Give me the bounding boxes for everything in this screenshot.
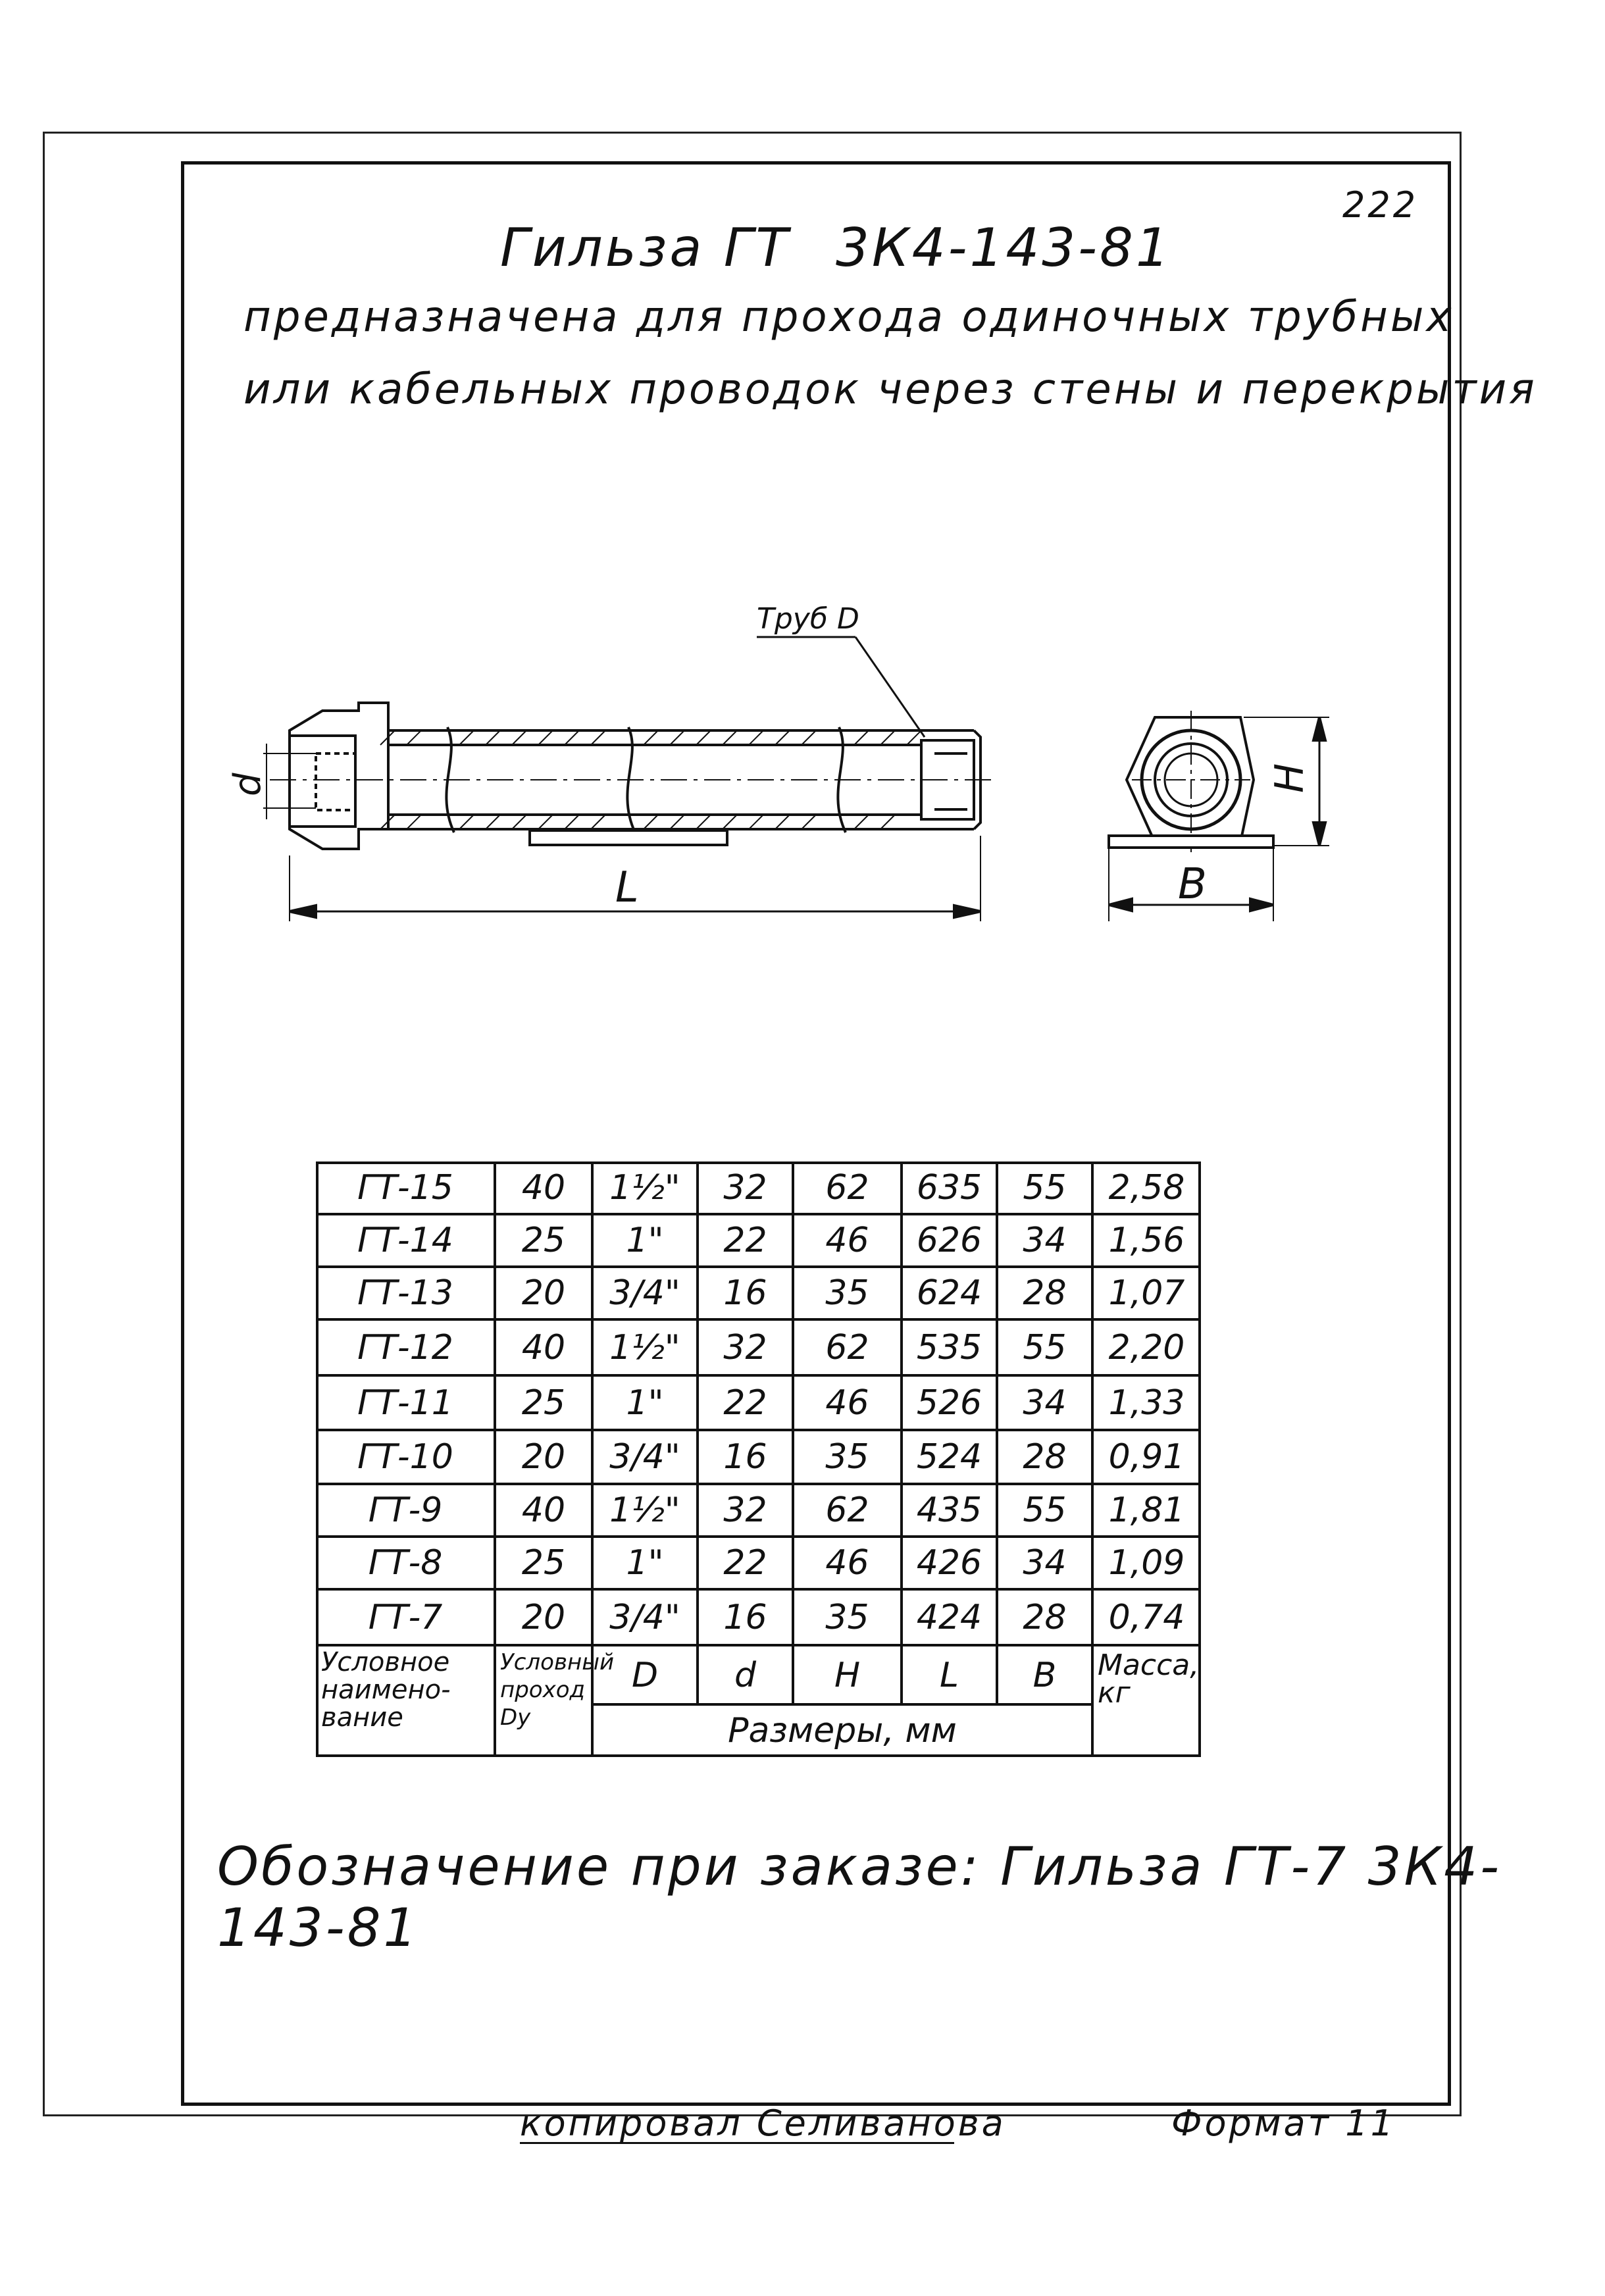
table-cell: 1½" xyxy=(609,1491,680,1530)
table-cell: 2,58 xyxy=(1108,1168,1185,1208)
page-number: 222 xyxy=(1342,184,1419,226)
table-cell: ГТ-12 xyxy=(357,1327,453,1367)
table-cell: 40 xyxy=(521,1491,566,1530)
table-cell: 20 xyxy=(521,1597,566,1637)
table-cell: 16 xyxy=(723,1597,767,1637)
table-cell: 1" xyxy=(626,1221,664,1260)
table-cell: 635 xyxy=(916,1168,982,1208)
header-B: B xyxy=(1032,1655,1057,1695)
table-cell: 16 xyxy=(723,1437,767,1477)
table-cell: 20 xyxy=(521,1273,566,1313)
table-cell: 40 xyxy=(521,1168,566,1208)
header-name: Условное наимено-вание xyxy=(321,1647,451,1733)
table-cell: 626 xyxy=(916,1221,982,1260)
table-cell: 1½" xyxy=(609,1168,680,1208)
table-cell: 34 xyxy=(1023,1543,1067,1583)
table-cell: 1,07 xyxy=(1108,1273,1185,1313)
table-cell: 22 xyxy=(723,1383,767,1423)
table-cell: 35 xyxy=(825,1273,869,1313)
description-line-1: предназначена для прохода одиночных трубных xyxy=(243,293,1454,342)
footer-copied-by: копировал Селиванова xyxy=(520,2103,1006,2144)
table-cell: 20 xyxy=(521,1437,566,1477)
table-cell: ГТ-14 xyxy=(357,1221,453,1260)
table-cell: ГТ-10 xyxy=(357,1437,453,1477)
table-cell: 35 xyxy=(825,1437,869,1477)
table-cell: 426 xyxy=(916,1543,982,1583)
table-cell: ГТ-8 xyxy=(368,1543,443,1583)
table-cell: 0,91 xyxy=(1108,1437,1185,1477)
hex-base-plate xyxy=(1109,836,1273,848)
table-cell: 55 xyxy=(1023,1491,1067,1530)
table-cell: 16 xyxy=(723,1273,767,1313)
table-cell: 1½" xyxy=(609,1327,680,1367)
dim-L-label: L xyxy=(615,863,639,912)
title-name: Гильза ГТ xyxy=(500,217,791,278)
table-cell: 0,74 xyxy=(1108,1597,1185,1637)
footer-format: Формат 11 xyxy=(1171,2103,1396,2144)
header-H: H xyxy=(834,1655,861,1695)
table-cell: 22 xyxy=(723,1543,767,1583)
header-d: d xyxy=(734,1655,756,1695)
table-cell: 55 xyxy=(1023,1168,1067,1208)
table-cell: 1,81 xyxy=(1108,1491,1185,1530)
table-cell: ГТ-13 xyxy=(357,1273,453,1313)
table-cell: 28 xyxy=(1023,1437,1067,1477)
table-cell: 1,09 xyxy=(1108,1543,1185,1583)
table-cell: 2,20 xyxy=(1108,1327,1185,1367)
table-cell: ГТ-15 xyxy=(357,1168,453,1208)
order-designation: Обозначение при заказе: Гильза ГТ-7 3К4-143-81 xyxy=(217,1836,1502,1958)
table-cell: ГТ-11 xyxy=(357,1383,453,1423)
table-cell: 32 xyxy=(723,1168,767,1208)
table-cell: 28 xyxy=(1023,1597,1067,1637)
table-cell: 62 xyxy=(825,1168,869,1208)
table-cell: 22 xyxy=(723,1221,767,1260)
header-D: D xyxy=(631,1655,659,1695)
table-cell: 1,56 xyxy=(1108,1221,1185,1260)
table-cell: 3/4" xyxy=(609,1437,680,1477)
table-cell: 535 xyxy=(916,1327,982,1367)
table-cell: 524 xyxy=(916,1437,982,1477)
wall-plate xyxy=(530,830,727,845)
table-cell: 62 xyxy=(825,1327,869,1367)
table-cell: 1" xyxy=(626,1543,664,1583)
table-cell: 34 xyxy=(1023,1221,1067,1260)
nut xyxy=(290,736,355,827)
table-cell: 46 xyxy=(825,1383,869,1423)
description-line-2: или кабельных проводок через стены и перекрытия xyxy=(243,365,1537,414)
table-cell: 28 xyxy=(1023,1273,1067,1313)
table-cell: 46 xyxy=(825,1221,869,1260)
table-cell: 526 xyxy=(916,1383,982,1423)
table-cell: 32 xyxy=(723,1491,767,1530)
table-cell: 25 xyxy=(521,1543,566,1583)
table-cell: 25 xyxy=(521,1221,566,1260)
table-cell: 40 xyxy=(521,1327,566,1367)
header-passage: Условный проход Dу xyxy=(500,1649,615,1731)
dim-B-label: B xyxy=(1178,860,1207,909)
table-cell: 46 xyxy=(825,1543,869,1583)
table-cell: 3/4" xyxy=(609,1597,680,1637)
dimensions-table xyxy=(316,1161,1201,1757)
table-cell: 35 xyxy=(825,1597,869,1637)
header-L: L xyxy=(940,1655,959,1695)
table-cell: 32 xyxy=(723,1327,767,1367)
dim-H-label: H xyxy=(1267,763,1313,793)
table-cell: 1" xyxy=(626,1383,664,1423)
table-cell: 25 xyxy=(521,1383,566,1423)
table-cell: 1,33 xyxy=(1108,1383,1185,1423)
table-cell: 3/4" xyxy=(609,1273,680,1313)
table-cell: ГТ-9 xyxy=(368,1491,443,1530)
table-cell: ГТ-7 xyxy=(368,1597,443,1637)
table-cell: 624 xyxy=(916,1273,982,1313)
table-cell: 34 xyxy=(1023,1383,1067,1423)
pipe-label: Труб D xyxy=(757,602,859,636)
header-sizes: Размеры, мм xyxy=(728,1710,957,1750)
table-cell: 62 xyxy=(825,1491,869,1530)
table-cell: 424 xyxy=(916,1597,982,1637)
table-cell: 55 xyxy=(1023,1327,1067,1367)
header-mass: Масса, кг xyxy=(1098,1648,1200,1710)
table-cell: 435 xyxy=(916,1491,982,1530)
dim-d-label: d xyxy=(226,773,269,796)
title-code: 3К4-143-81 xyxy=(836,217,1172,278)
